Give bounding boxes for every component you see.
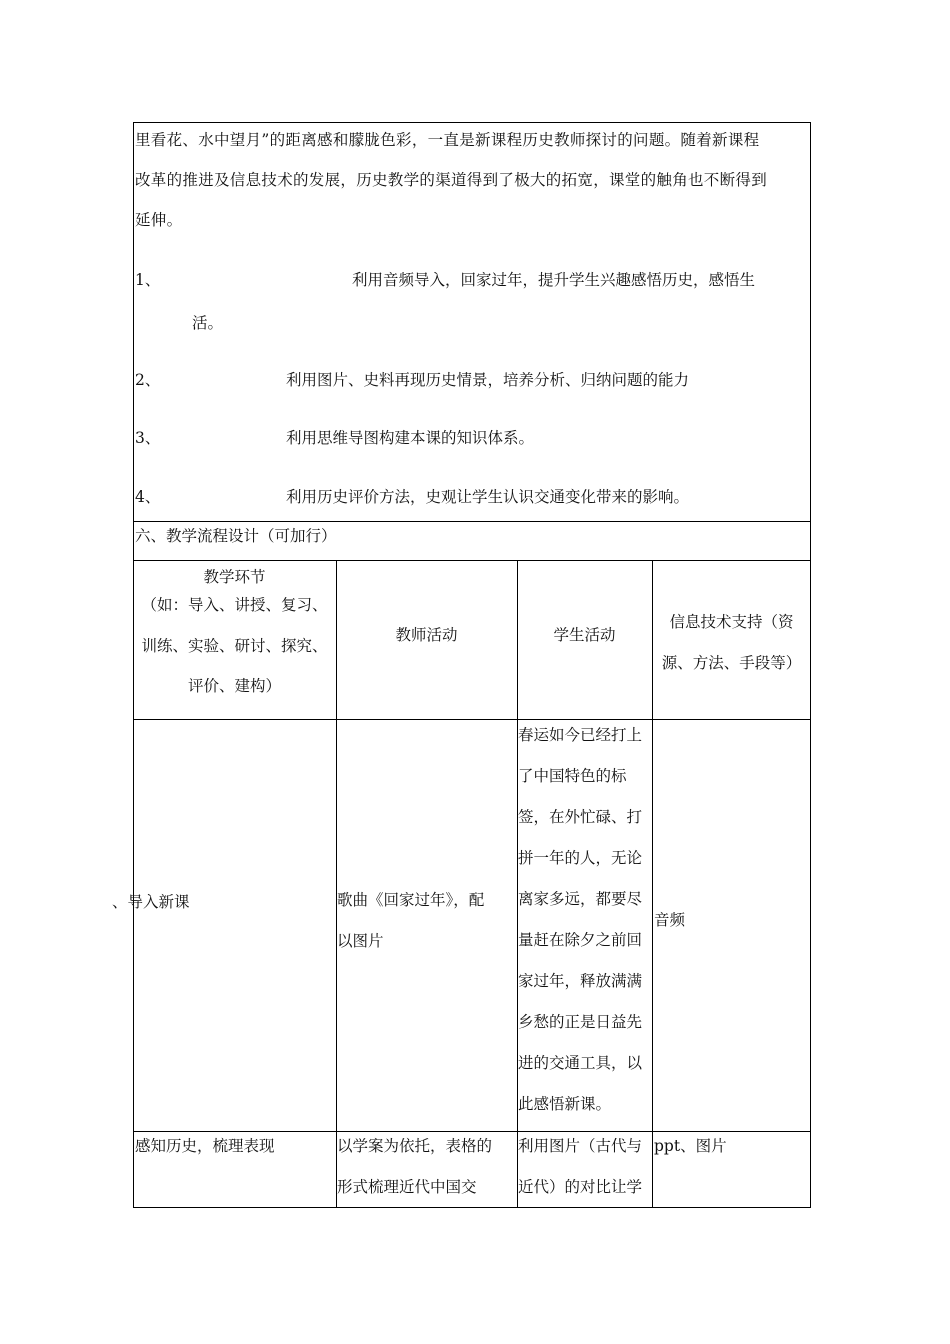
row-teacher-line: 歌曲《回家过年》，配 bbox=[337, 891, 485, 909]
row-divider bbox=[133, 719, 811, 720]
method-number: 4、 bbox=[135, 488, 161, 506]
header-teacher: 教师活动 bbox=[395, 626, 458, 644]
row-teacher-line: 形式梳理近代中国交 bbox=[337, 1178, 477, 1196]
header-student: 学生活动 bbox=[553, 626, 616, 644]
section-title: 六、教学流程设计（可加行） bbox=[135, 527, 337, 545]
method-number: 3、 bbox=[135, 429, 161, 447]
row-student-line: 此感悟新课。 bbox=[518, 1095, 612, 1113]
method-text: 利用历史评价方法，史观让学生认识交通变化带来的影响。 bbox=[286, 488, 690, 506]
intro-line: 改革的推进及信息技术的发展，历史教学的渠道得到了极大的拓宽，课堂的触角也不断得到 bbox=[135, 171, 768, 189]
method-text: 利用音频导入，回家过年，提升学生兴趣感悟历史，感悟生 bbox=[352, 271, 756, 289]
row-student-line: 春运如今已经打上 bbox=[518, 726, 643, 744]
row-tech: ppt、图片 bbox=[654, 1137, 727, 1155]
header-tech-line: 信息技术支持（资 bbox=[669, 613, 794, 631]
row-teacher bbox=[337, 880, 517, 962]
method-number: 1、 bbox=[135, 271, 161, 289]
method-text-continued: 活。 bbox=[192, 314, 224, 332]
row-student-line: 进的交通工具，以 bbox=[518, 1054, 643, 1072]
row-student-line: 量赶在除夕之前回 bbox=[518, 931, 643, 949]
row-student-line: 签，在外忙碌、打 bbox=[518, 808, 643, 826]
header-stage bbox=[133, 565, 336, 698]
intro-line: 延伸。 bbox=[135, 211, 183, 229]
row-student-line: 近代）的对比让学 bbox=[518, 1178, 643, 1196]
header-tech-line: 源、方法、手段等） bbox=[661, 654, 802, 672]
row-stage: 感知历史，梳理表现 bbox=[135, 1137, 275, 1155]
header-stage-line: 教学环节 bbox=[203, 568, 266, 586]
intro-line: 里看花、水中望月”的距离感和朦胧色彩，一直是新课程历史教师探讨的问题。随着新课程 bbox=[135, 131, 760, 149]
intro-paragraph bbox=[135, 120, 811, 240]
row-stage: 、导入新课 bbox=[112, 893, 190, 911]
row-teacher bbox=[337, 1126, 517, 1208]
row-teacher-line: 以图片 bbox=[337, 932, 384, 950]
row-student bbox=[518, 715, 653, 1125]
row-student-line: 乡愁的正是日益先 bbox=[518, 1013, 643, 1031]
row-student bbox=[518, 1126, 653, 1208]
header-stage-line: （如：导入、讲授、复习、 bbox=[141, 596, 328, 614]
row-student-line: 利用图片（古代与 bbox=[518, 1137, 643, 1155]
method-text: 利用图片、史料再现历史情景，培养分析、归纳问题的能力 bbox=[286, 371, 690, 389]
header-stage-line: 训练、实验、研讨、探究、 bbox=[141, 637, 328, 655]
row-student-line: 离家多远，都要尽 bbox=[518, 890, 643, 908]
method-number: 2、 bbox=[135, 371, 161, 389]
row-student-line: 了中国特色的标 bbox=[518, 767, 627, 785]
table-top-border bbox=[133, 560, 811, 561]
row-student-line: 拼一年的人，无论 bbox=[518, 849, 643, 867]
section-divider bbox=[133, 521, 811, 522]
row-tech: 音频 bbox=[654, 911, 686, 929]
header-stage-line: 评价、建构） bbox=[187, 677, 281, 695]
row-student-line: 家过年，释放满满 bbox=[518, 972, 643, 990]
header-tech bbox=[652, 602, 811, 684]
method-text: 利用思维导图构建本课的知识体系。 bbox=[286, 429, 535, 447]
row-teacher-line: 以学案为依托，表格的 bbox=[337, 1137, 493, 1155]
